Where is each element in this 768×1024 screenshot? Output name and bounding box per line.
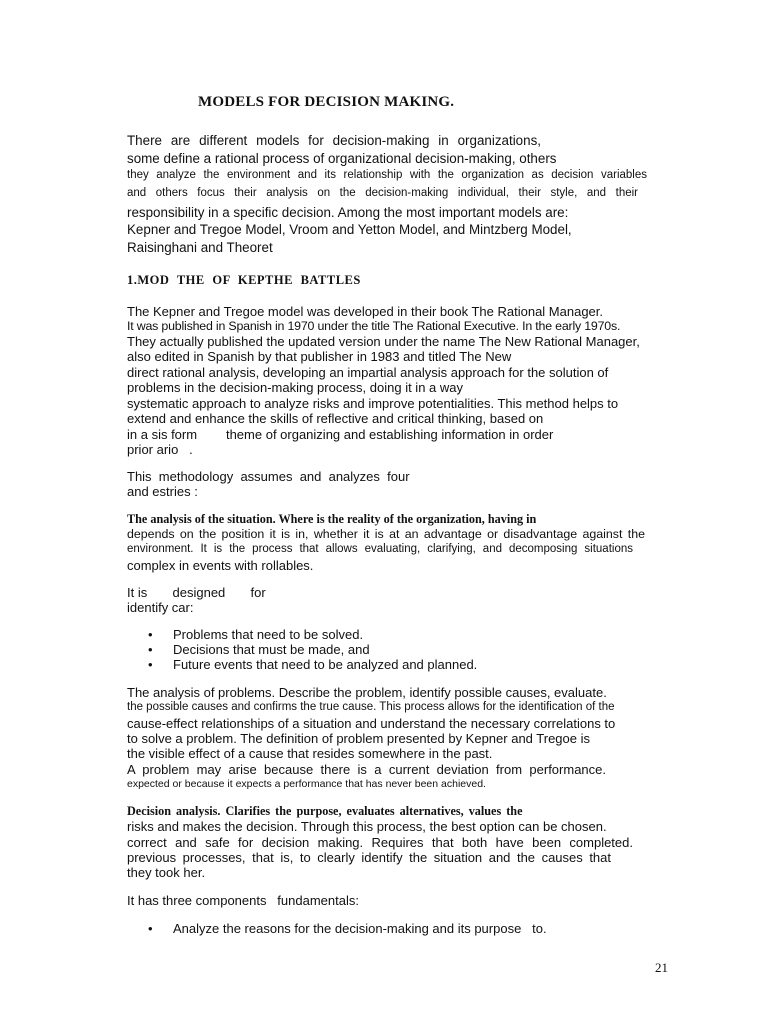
para5-line-3: cause-effect relationships of a situation and understand the necessary correlations to	[127, 716, 616, 731]
para1-line-7: systematic approach to analyze risks and improve potentialities. This method helps to	[127, 396, 619, 411]
bullet-item: Decisions that must be made, and	[173, 642, 370, 657]
para4-line-2: identify car:	[127, 600, 194, 615]
para1-line-9: in a sis form theme of organizing and establishing information in order	[127, 427, 554, 442]
para6-line-4: they took her.	[127, 865, 206, 880]
para1-line-10: prior ario .	[127, 442, 193, 457]
para5-line-7: expected or because it expects a performance that has never been achieved.	[127, 778, 486, 790]
para1-line-5: direct rational analysis, developing an impartial analysis approach for the solution of	[127, 365, 609, 380]
para3-line-3: complex in events with rollables.	[127, 558, 314, 573]
para1-line-3: They actually published the updated version under the name The New Rational Manager,	[127, 334, 640, 349]
intro-line-7: Raisinghani and Theoret	[127, 240, 273, 255]
page-title: MODELS FOR DECISION MAKING.	[198, 94, 455, 110]
para5-line-2: the possible causes and confirms the true cause. This process allows for the identification of the	[127, 701, 615, 713]
para1-line-6: problems in the decision-making process, doing it in a way	[127, 380, 464, 395]
para5-line-5: the visible effect of a cause that resides somewhere in the past.	[127, 746, 493, 761]
para2-line-1: This methodology assumes and analyzes four	[127, 469, 410, 484]
page-number: 21	[655, 960, 668, 975]
para3-line-2: environment. It is the process that allows evaluating, clarifying, and decomposing situations	[127, 543, 633, 555]
intro-line-6: Kepner and Tregoe Model, Vroom and Yetton Model, and Mintzberg Model,	[127, 222, 572, 237]
intro-line-1: There are different models for decision-making in organizations,	[127, 133, 541, 148]
para6-line-1: risks and makes the decision. Through this process, the best option can be chosen.	[127, 819, 607, 834]
para1-line-8: extend and enhance the skills of reflective and critical thinking, based on	[127, 411, 544, 426]
para4-line-1: It is designed for	[127, 585, 266, 600]
para6-line-2: correct and safe for decision making. Requires that both have been completed.	[127, 835, 633, 850]
bullet-marker: •	[148, 642, 153, 657]
para7-line: It has three components fundamentals:	[127, 893, 359, 908]
bullet-item: Problems that need to be solved.	[173, 627, 364, 642]
bullet-marker: •	[148, 657, 153, 672]
para3-bold-line: The analysis of the situation. Where is the reality of the organization, having in	[127, 512, 537, 526]
section-heading: 1.MOD THE OF KEPTHE BATTLES	[127, 273, 361, 287]
bullet-item: Analyze the reasons for the decision-making and its purpose to.	[173, 921, 547, 936]
para6-bold-line: Decision analysis. Clarifies the purpose, evaluates alternatives, values the	[127, 804, 523, 818]
para5-line-6: A problem may arise because there is a current deviation from performance.	[127, 762, 606, 777]
intro-line-3: they analyze the environment and its relationship with the organization as decision variables	[127, 169, 647, 181]
para5-line-1: The analysis of problems. Describe the problem, identify possible causes, evaluate.	[127, 685, 607, 700]
intro-line-4: and others focus their analysis on the decision-making individual, their style, and their	[127, 187, 638, 199]
para1-line-1: The Kepner and Tregoe model was developed in their book The Rational Manager.	[127, 304, 604, 319]
bullet-item: Future events that need to be analyzed and planned.	[173, 657, 478, 672]
bullet-marker: •	[148, 921, 153, 936]
para3-line-1: depends on the position it is in, whether it is at an advantage or disadvantage against the	[127, 527, 645, 541]
para1-line-2: It was published in Spanish in 1970 under the title The Rational Executive. In the early 1970s.	[127, 319, 621, 333]
para6-line-3: previous processes, that is, to clearly identify the situation and the causes that	[127, 850, 611, 865]
intro-line-5: responsibility in a specific decision. Among the most important models are:	[127, 205, 569, 220]
bullet-marker: •	[148, 627, 153, 642]
para2-line-2: and estries :	[127, 484, 198, 499]
intro-line-2: some define a rational process of organizational decision-making, others	[127, 151, 557, 166]
para5-line-4: to solve a problem. The definition of problem presented by Kepner and Tregoe is	[127, 731, 590, 746]
para1-line-4: also edited in Spanish by that publisher in 1983 and titled The New	[127, 349, 512, 364]
